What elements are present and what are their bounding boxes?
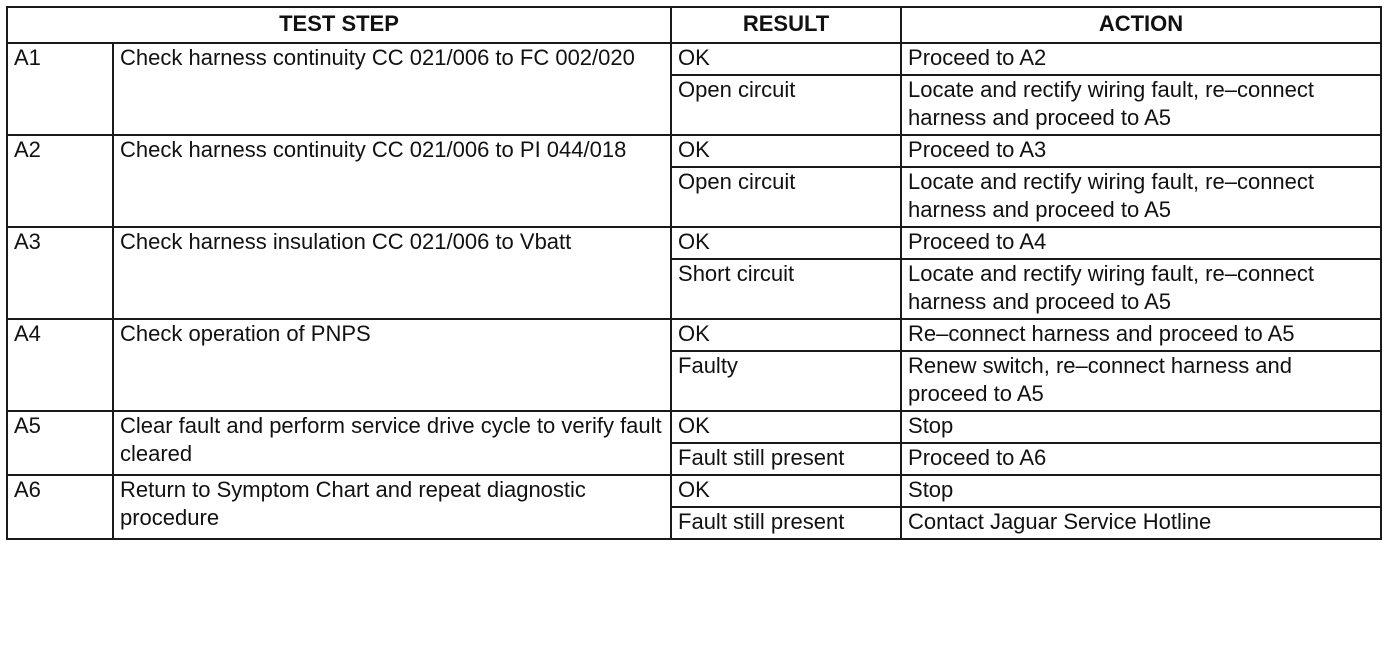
action-cell: Proceed to A3 [901, 135, 1381, 167]
step-id: A4 [7, 319, 113, 411]
action-cell: Proceed to A4 [901, 227, 1381, 259]
step-id: A5 [7, 411, 113, 475]
result-cell: Faulty [671, 351, 901, 411]
step-id: A2 [7, 135, 113, 227]
result-cell: OK [671, 411, 901, 443]
diagnostic-table [6, 6, 1382, 540]
step-description: Return to Symptom Chart and repeat diagnostic procedure [113, 475, 671, 539]
step-id: A1 [7, 43, 113, 135]
action-cell: Locate and rectify wiring fault, re–connect harness and proceed to A5 [901, 167, 1381, 227]
test-step-header: TEST STEP [7, 7, 671, 43]
result-cell: OK [671, 319, 901, 351]
table-row [7, 135, 1381, 167]
action-cell: Re–connect harness and proceed to A5 [901, 319, 1381, 351]
step-description: Check harness continuity CC 021/006 to PI 044/018 [113, 135, 671, 227]
result-cell: OK [671, 135, 901, 167]
action-header: ACTION [901, 7, 1381, 43]
result-cell: Short circuit [671, 259, 901, 319]
action-cell: Renew switch, re–connect harness and proceed to A5 [901, 351, 1381, 411]
result-cell: Fault still present [671, 507, 901, 539]
table-header-row [7, 7, 1381, 43]
action-cell: Stop [901, 411, 1381, 443]
action-cell: Contact Jaguar Service Hotline [901, 507, 1381, 539]
result-cell: Open circuit [671, 167, 901, 227]
result-header: RESULT [671, 7, 901, 43]
action-cell: Stop [901, 475, 1381, 507]
result-cell: OK [671, 227, 901, 259]
step-id: A6 [7, 475, 113, 539]
table-row [7, 319, 1381, 351]
result-cell: OK [671, 43, 901, 75]
step-description: Check harness insulation CC 021/006 to Vbatt [113, 227, 671, 319]
step-description: Check harness continuity CC 021/006 to FC 002/020 [113, 43, 671, 135]
action-cell: Locate and rectify wiring fault, re–connect harness and proceed to A5 [901, 75, 1381, 135]
table-row [7, 43, 1381, 75]
action-cell: Proceed to A2 [901, 43, 1381, 75]
table-row [7, 475, 1381, 507]
step-description: Clear fault and perform service drive cycle to verify fault cleared [113, 411, 671, 475]
diagnostic-document [6, 6, 1380, 540]
action-cell: Locate and rectify wiring fault, re–connect harness and proceed to A5 [901, 259, 1381, 319]
table-row [7, 227, 1381, 259]
result-cell: Open circuit [671, 75, 901, 135]
step-description: Check operation of PNPS [113, 319, 671, 411]
table-row [7, 411, 1381, 443]
result-cell: Fault still present [671, 443, 901, 475]
action-cell: Proceed to A6 [901, 443, 1381, 475]
result-cell: OK [671, 475, 901, 507]
step-id: A3 [7, 227, 113, 319]
